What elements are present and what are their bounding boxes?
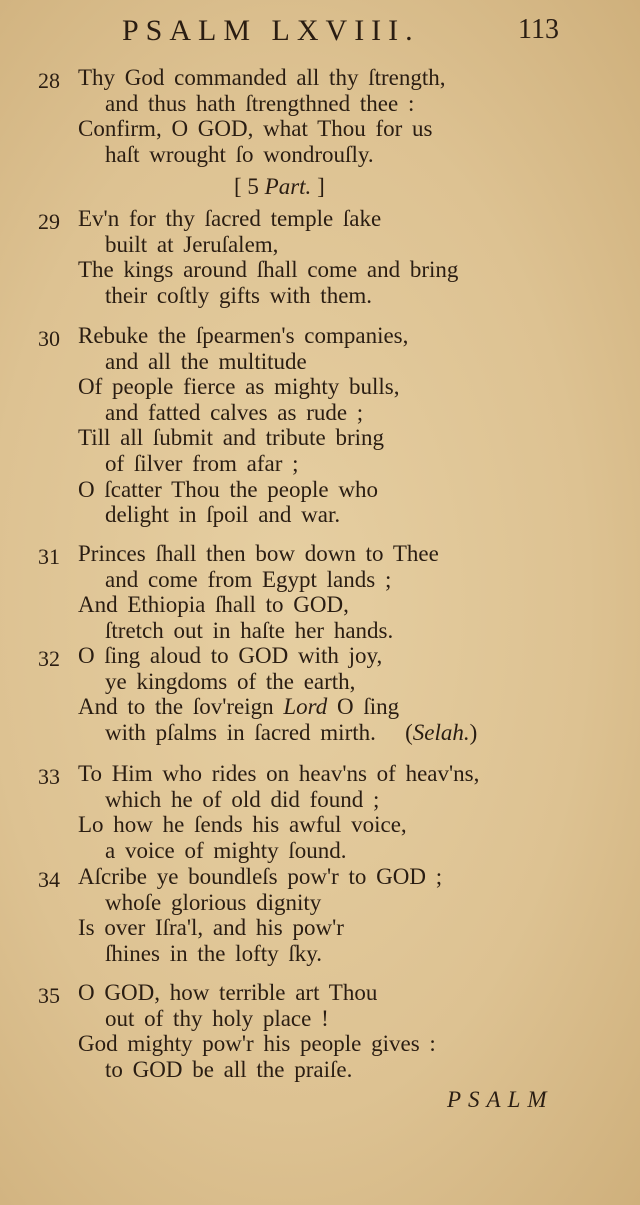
verse-line: delight in ſpoil and war. <box>105 502 341 528</box>
verse-number: 33 <box>38 764 60 789</box>
verse-line: haſt wrought ſo wondrouſly. <box>105 141 374 167</box>
catchword: PSALM <box>447 1087 554 1112</box>
verse-line: and fatted calves as rude ; <box>105 399 364 425</box>
verse-line: Till all ſubmit and tribute bring <box>78 425 385 451</box>
verse-line: The kings around ſhall come and bring <box>78 257 459 283</box>
verse-line: out of thy holy place ! <box>105 1005 329 1031</box>
verse-line: to GOD be all the praiſe. <box>105 1056 353 1082</box>
page-title: PSALM LXVIII. <box>122 14 420 47</box>
verse-line: Confirm, O GOD, what Thou for us <box>78 116 433 142</box>
verse-line: Aſcribe ye boundleſs pow'r to GOD ; <box>78 864 443 889</box>
verse-number: 29 <box>38 209 60 234</box>
verse-line: and all the multitude <box>105 348 307 374</box>
italic-text: Lord <box>283 694 328 720</box>
page-number: 113 <box>518 14 559 45</box>
italic-text: Selah. <box>412 719 470 745</box>
verse-line: ſtretch out in haſte her hands. <box>105 617 394 643</box>
verse-number: 28 <box>38 68 60 93</box>
verse-line: Rebuke the ſpearmen's companies, <box>78 323 409 348</box>
verse-text: O ſing <box>327 694 400 720</box>
part-heading <box>234 174 325 200</box>
verse-line: Thy God commanded all thy ſtrength, <box>78 65 446 90</box>
verse-line: And Ethiopia ſhall to GOD, <box>78 592 349 618</box>
part-open: [ 5 <box>234 174 265 199</box>
part-label: Part. <box>264 174 312 199</box>
verse-line: ye kingdoms of the earth, <box>105 668 356 694</box>
verse-line: and come from Egypt lands ; <box>105 566 392 592</box>
verse-line: of ſilver from afar ; <box>105 451 299 476</box>
verse-line: O GOD, how terrible art Thou <box>78 980 378 1005</box>
verse-line: Of people fierce as mighty bulls, <box>78 374 400 400</box>
verse-line: Is over Iſra'l, and his pow'r <box>78 915 344 941</box>
verse-line: and thus hath ſtrengthned thee : <box>105 90 415 116</box>
verse-number: 30 <box>38 326 60 351</box>
verse-number: 35 <box>38 983 60 1008</box>
verse-line: a voice of mighty ſound. <box>105 837 347 863</box>
verse-text: And to the ſov'reign <box>78 694 284 720</box>
verse-line: Lo how he ſends his awful voice, <box>78 812 407 838</box>
verse-text: ) <box>469 719 478 745</box>
verse-line: To Him who rides on heav'ns of heav'ns, <box>78 761 480 786</box>
verse-line <box>78 694 399 720</box>
verse-line: Ev'n for thy ſacred temple ſake <box>78 206 382 231</box>
verse-line: which he of old did found ; <box>105 786 380 812</box>
verse-line: whoſe glorious dignity <box>105 889 322 915</box>
verse-line <box>105 720 477 746</box>
verse-text: with pſalms in ſacred mirth. <box>105 719 376 745</box>
verse-line: built at Jeruſalem, <box>105 231 279 257</box>
verse-number: 32 <box>38 646 60 671</box>
part-close: ] <box>311 174 325 199</box>
verse-line: their coſtly gifts with them. <box>105 282 373 308</box>
verse-line: O ſcatter Thou the people who <box>78 476 378 502</box>
verse-line: O ſing aloud to GOD with joy, <box>78 643 383 668</box>
verse-text: ( <box>375 719 413 745</box>
verse-number: 34 <box>38 867 60 892</box>
verse-line: Princes ſhall then bow down to Thee <box>78 541 439 566</box>
verse-line: God mighty pow'r his people gives : <box>78 1031 436 1057</box>
verse-number: 31 <box>38 544 60 569</box>
verse-line: ſhines in the lofty ſky. <box>105 940 323 966</box>
